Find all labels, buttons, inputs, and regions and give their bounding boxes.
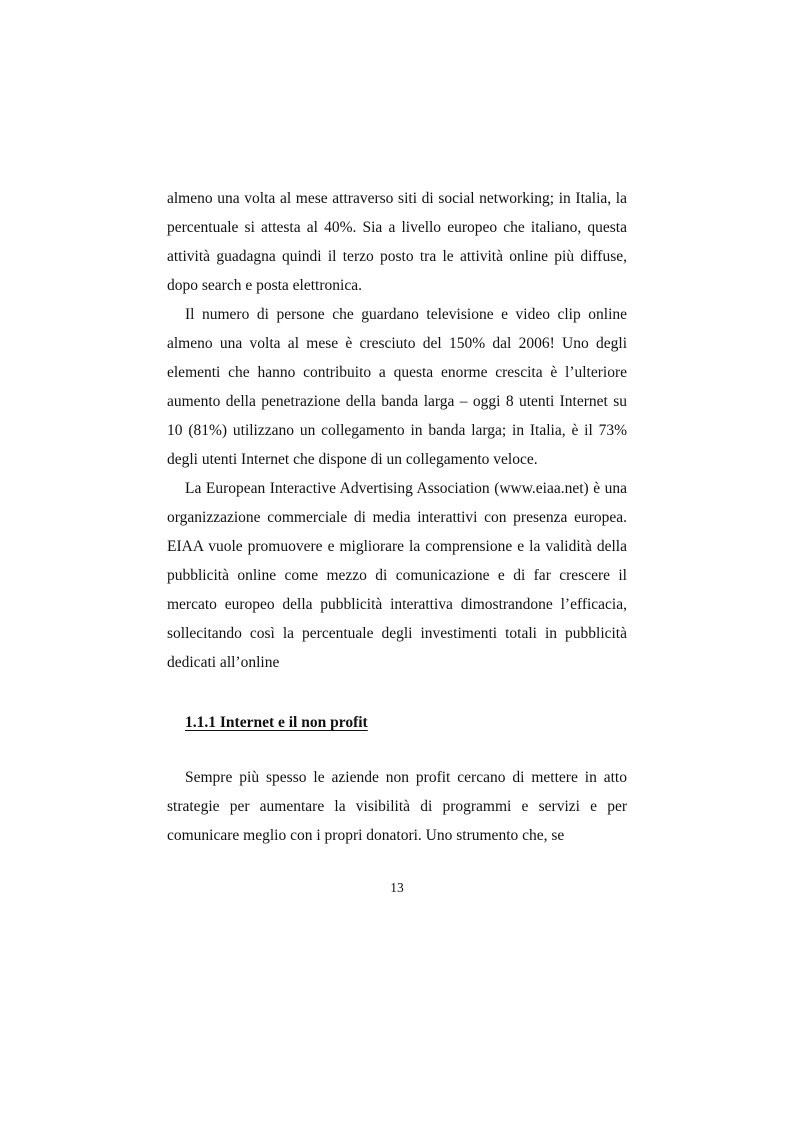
paragraph-continuation: almeno una volta al mese attraverso siti di social networking; in Italia, la percentuale si attesta al 40%. Sia a livello europeo che italiano, questa attività guadagna quindi il terzo posto tra le attività online più diffuse, dopo search e posta elettronica.	[167, 190, 627, 294]
section-heading: 1.1.1 Internet e il non profit	[185, 714, 368, 731]
paragraph-online-video: Il numero di persone che guardano televisione e video clip online almeno una volta al mese è cresciuto del 150% dal 2006! Uno degli elementi che hanno contribuito a questa enorme crescita è l’ulteriore aumento della penetrazione della banda larga – oggi 8 utenti Internet su 10 (81%) utilizzano un collegamento in banda larga; in Italia, è il 73% degli utenti Internet che dispone di un collegamento veloce.	[167, 306, 627, 468]
paragraph-eiaa: La European Interactive Advertising Association (www.eiaa.net) è una organizzazione commerciale di media interattivi con presenza europea. EIAA vuole promuovere e migliorare la comprensione e la validità della pubblicità online come mezzo di comunicazione e di far crescere il mercato europeo della pubblicità interattiva dimostrandone l’efficacia, sollecitando così la percentuale degli investimenti totali in pubblicità dedicati all’online	[167, 480, 627, 671]
section-body	[167, 763, 627, 850]
page-number: 13	[390, 880, 404, 895]
body-text	[167, 184, 627, 677]
paragraph-non-profit: Sempre più spesso le aziende non profit cercano di mettere in atto strategie per aumentare la visibilità di programmi e servizi e per comunicare meglio con i propri donatori. Uno strumento che, se	[167, 769, 627, 844]
